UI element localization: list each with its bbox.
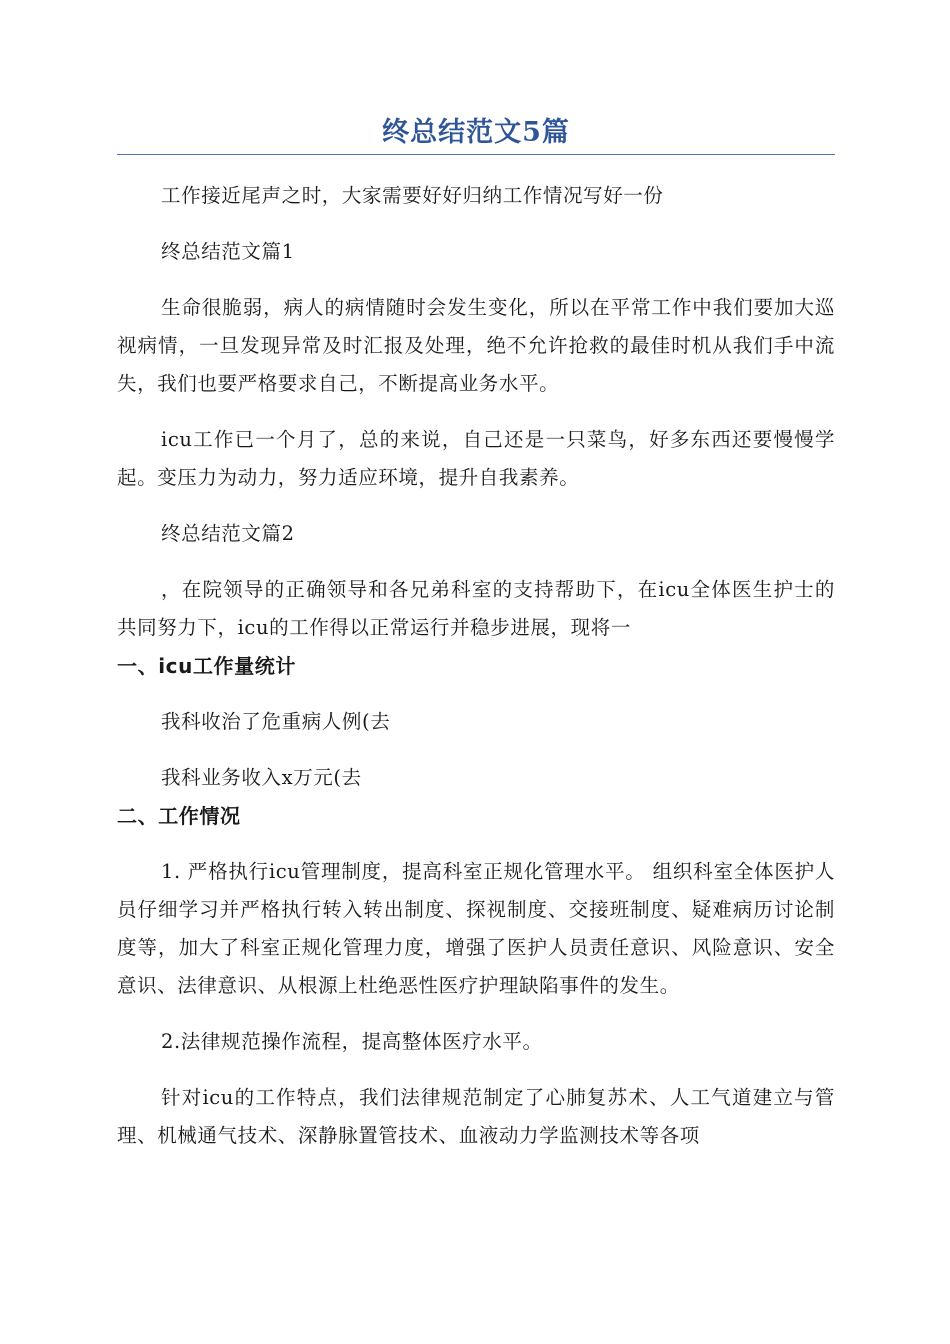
section1-label: 终总结范文篇1: [161, 240, 295, 263]
title-underline: [117, 154, 835, 155]
document-page: [117, 112, 835, 1155]
section1-paragraph-1: 生命很脆弱，病人的病情随时会发生变化，所以在平常工作中我们要加大巡视病情，一旦发现异常及时汇报及处理，绝不允许抢救的最佳时机从我们手中流失，我们也要严格要求自己，不断提高业务水平。: [117, 296, 835, 395]
work-paragraph-3: 针对icu的工作特点，我们法律规范制定了心肺复苏术、人工气道建立与管理、机械通气技术、深静脉置管技术、血液动力学监测技术等各项: [117, 1086, 835, 1147]
section1-paragraph-2: icu工作已一个月了，总的来说，自己还是一只菜鸟，好多东西还要慢慢学起。变压力为动力，努力适应环境，提升自我素养。: [117, 428, 835, 489]
work-paragraph-1: 1. 严格执行icu管理制度，提高科室正规化管理水平。 组织科室全体医护人员仔细学习并严格执行转入转出制度、探视制度、交接班制度、疑难病历讨论制度等，加大了科室正规化管理力度，增强了医护人员责任意识、风险意识、安全意识、法律意识、从根源上杜绝恶性医疗护理缺陷事件的发生。: [117, 860, 835, 997]
heading-work-status: 二、工作情况: [117, 804, 241, 828]
stat-patients: 我科收治了危重病人例(去: [161, 710, 391, 733]
heading-workload-stats: 一、icu工作量统计: [117, 654, 296, 678]
stat-revenue: 我科业务收入x万元(去: [161, 766, 362, 789]
section2-label: 终总结范文篇2: [161, 522, 295, 545]
section2-paragraph-1: ，在院领导的正确领导和各兄弟科室的支持帮助下，在icu全体医生护士的共同努力下，icu的工作得以正常运行并稳步进展，现将一: [117, 578, 835, 639]
work-paragraph-2: 2.法律规范操作流程，提高整体医疗水平。: [161, 1030, 543, 1053]
intro-paragraph: 工作接近尾声之时，大家需要好好归纳工作情况写好一份: [161, 184, 664, 207]
document-title: 终总结范文5篇: [382, 117, 570, 148]
